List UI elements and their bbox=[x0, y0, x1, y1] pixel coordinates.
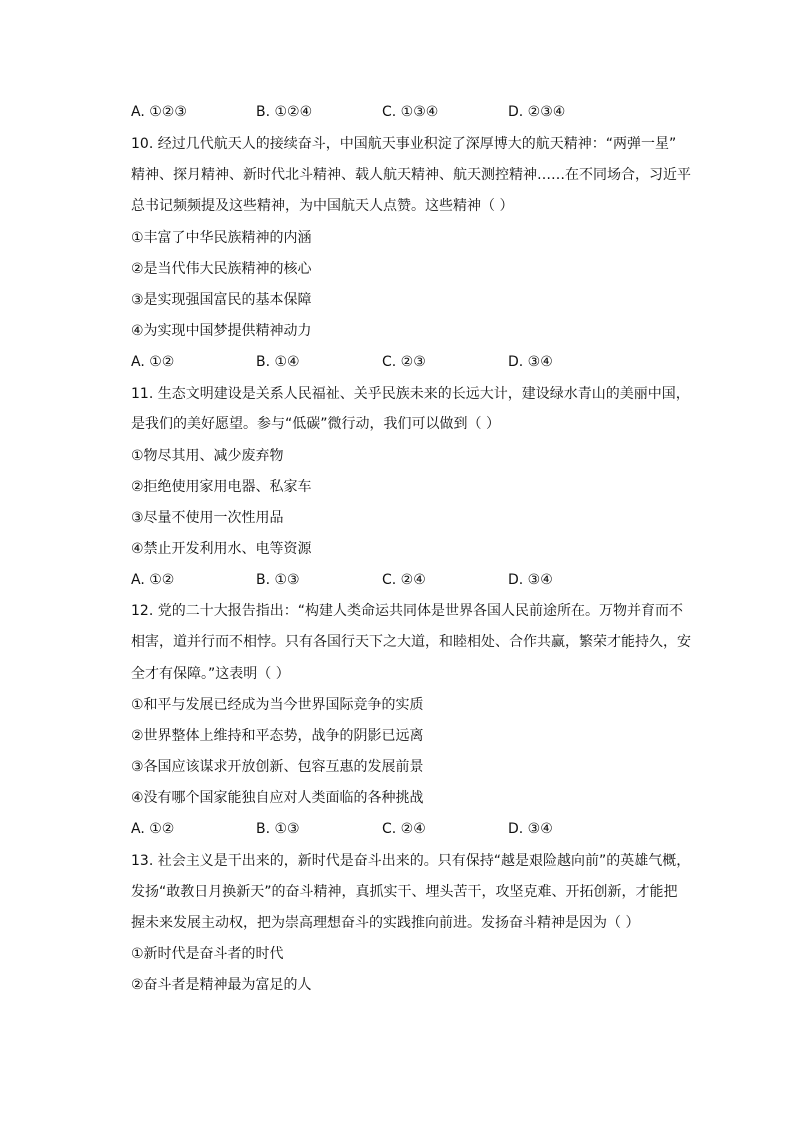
q10-option-b: B. ①④ bbox=[256, 354, 300, 370]
q12-options bbox=[131, 819, 711, 839]
q12-stem-line-2: 相害，道并行而不相悖。只有各国行天下之大道，和睦相处、合作共赢，繁荣才能持久，安 bbox=[131, 634, 691, 650]
q11-stem-line-2: 是我们的美好愿望。参与“低碳”微行动，我们可以做到（ ） bbox=[131, 416, 500, 432]
q11-option-a: A. ①② bbox=[131, 572, 175, 588]
q10-item-3: ③是实现强国富民的基本保障 bbox=[131, 292, 312, 308]
q12-stem-line-1: 12. 党的二十大报告指出：“构建人类命运共同体是世界各国人民前途所在。万物并育而不 bbox=[131, 603, 683, 619]
q13-stem-line-3: 握未来发展主动权，把为崇高理想奋斗的实践推向前进。发扬奋斗精神是因为（ ） bbox=[131, 915, 640, 931]
q12-option-d: D. ③④ bbox=[508, 821, 553, 837]
q12-item-1: ①和平与发展已经成为当今世界国际竞争的实质 bbox=[131, 697, 424, 713]
q11-option-c: C. ②④ bbox=[382, 572, 426, 588]
q13-item-1: ①新时代是奋斗者的时代 bbox=[131, 946, 284, 962]
q10-option-c: C. ②③ bbox=[382, 354, 426, 370]
q11-option-d: D. ③④ bbox=[508, 572, 553, 588]
q12-stem-line-3: 全才有保障。”这表明（ ） bbox=[131, 666, 290, 682]
q10-option-a: A. ①② bbox=[131, 354, 175, 370]
q9-option-d: D. ②③④ bbox=[508, 104, 566, 120]
q11-stem-line-1: 11. 生态文明建设是关系人民福祉、关乎民族未来的长远大计，建设绿水青山的美丽中国， bbox=[131, 386, 690, 402]
q10-option-d: D. ③④ bbox=[508, 354, 553, 370]
q13-item-2: ②奋斗者是精神最为富足的人 bbox=[131, 977, 312, 993]
q10-item-4: ④为实现中国梦提供精神动力 bbox=[131, 323, 312, 339]
q12-option-c: C. ②④ bbox=[382, 821, 426, 837]
q10-item-1: ①丰富了中华民族精神的内涵 bbox=[131, 230, 312, 246]
q13-stem-line-2: 发扬“敢教日月换新天”的奋斗精神，真抓实干、埋头苦干，攻坚克难、开拓创新，才能把 bbox=[131, 884, 678, 900]
q13-stem-line-1: 13. 社会主义是干出来的，新时代是奋斗出来的。只有保持“越是艰险越向前”的英雄气概， bbox=[131, 853, 691, 869]
q12-item-4: ④没有哪个国家能独自应对人类面临的各种挑战 bbox=[131, 790, 424, 806]
q10-options bbox=[131, 352, 711, 372]
q10-stem-line-3: 总书记频频提及这些精神，为中国航天人点赞。这些精神（ ） bbox=[131, 198, 514, 214]
q10-stem-line-2: 精神、探月精神、新时代北斗精神、载人航天精神、航天测控精神……在不同场合，习近平 bbox=[131, 167, 691, 183]
q11-item-4: ④禁止开发利用水、电等资源 bbox=[131, 541, 312, 557]
q9-option-a: A. ①②③ bbox=[131, 104, 187, 120]
q10-item-2: ②是当代伟大民族精神的核心 bbox=[131, 261, 312, 277]
q12-item-3: ③各国应该谋求开放创新、包容互惠的发展前景 bbox=[131, 759, 424, 775]
q9-option-b: B. ①②④ bbox=[256, 104, 313, 120]
q11-options bbox=[131, 570, 711, 590]
q12-item-2: ②世界整体上维持和平态势，战争的阴影已远离 bbox=[131, 728, 424, 744]
q11-item-2: ②拒绝使用家用电器、私家车 bbox=[131, 479, 312, 495]
q12-option-b: B. ①③ bbox=[256, 821, 300, 837]
q11-item-1: ①物尽其用、减少废弃物 bbox=[131, 448, 284, 464]
q9-options bbox=[131, 102, 711, 122]
q12-option-a: A. ①② bbox=[131, 821, 175, 837]
q10-stem-line-1: 10. 经过几代航天人的接续奋斗，中国航天事业积淀了深厚博大的航天精神：“两弹一星” bbox=[131, 136, 677, 152]
q11-item-3: ③尽量不使用一次性用品 bbox=[131, 510, 284, 526]
q9-option-c: C. ①③④ bbox=[382, 104, 439, 120]
q11-option-b: B. ①③ bbox=[256, 572, 300, 588]
